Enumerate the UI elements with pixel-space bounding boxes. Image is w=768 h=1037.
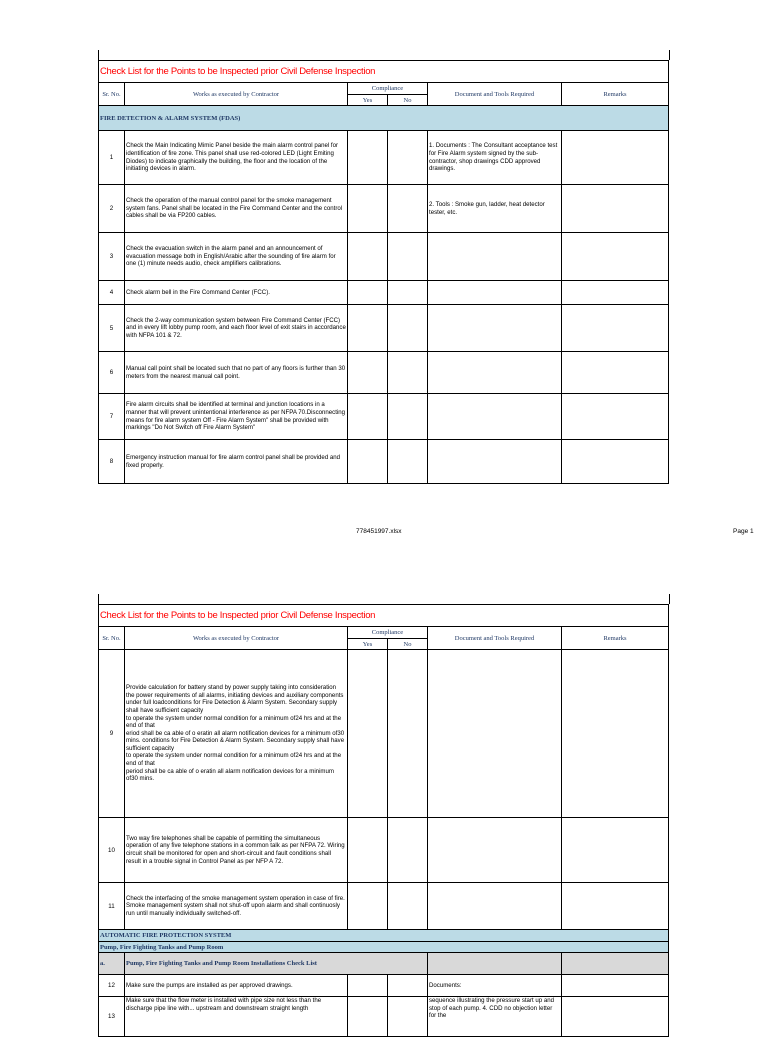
sub-item-doc-blank bbox=[428, 953, 562, 975]
remarks-cell[interactable] bbox=[562, 394, 669, 440]
row-document bbox=[428, 883, 562, 930]
header-compliance: Compliance bbox=[348, 83, 428, 95]
checklist-table-page-2 bbox=[98, 604, 669, 1037]
table-row bbox=[99, 233, 669, 281]
yes-cell[interactable] bbox=[348, 394, 388, 440]
header-works: Works as executed by Contractor bbox=[125, 627, 348, 650]
table-row bbox=[99, 185, 669, 233]
remarks-cell[interactable] bbox=[562, 305, 669, 352]
remarks-cell[interactable] bbox=[562, 131, 669, 185]
row-text: Fire alarm circuits shall be identified at terminal and junction locations in a manner that will prevent unintentional interference as per NFPA 70.Disconnecting means for fire alarm system Off - Fire Alarm System" shall be provided with markings "Do Not Switch off Fire Alarm System" bbox=[125, 394, 348, 440]
yes-cell[interactable] bbox=[348, 233, 388, 281]
subsection-pump-room: Pump, Fire Fighting Tanks and Pump Room bbox=[99, 942, 669, 953]
row-document bbox=[428, 352, 562, 394]
page-title: Check List for the Points to be Inspected prior Civil Defense Inspection bbox=[99, 61, 669, 83]
row-text: Check the Main Indicating Mimic Panel beside the main alarm control panel for identification of fire zone. This panel shall use red-colored LED (Light Emiting Diodes) to indicate graphically the building, the floor and the location of the initiating devices in alarm. bbox=[125, 131, 348, 185]
no-cell[interactable] bbox=[388, 352, 428, 394]
yes-cell[interactable] bbox=[348, 975, 388, 997]
row-text: Check alarm bell in the Fire Command Center (FCC). bbox=[125, 281, 348, 305]
remarks-cell[interactable] bbox=[562, 997, 669, 1037]
no-cell[interactable] bbox=[388, 305, 428, 352]
row-document: sequence illustrating the pressure start up and stop of each pump. 4. CDD no objection letter for the bbox=[428, 997, 562, 1037]
no-cell[interactable] bbox=[388, 394, 428, 440]
row-document bbox=[428, 394, 562, 440]
header-documents: Document and Tools Required bbox=[428, 627, 562, 650]
footer-filename: 778451997.xlsx bbox=[356, 528, 402, 535]
row-document bbox=[428, 233, 562, 281]
header-remarks: Remarks bbox=[562, 83, 669, 106]
row-number: 5 bbox=[99, 305, 125, 352]
yes-cell[interactable] bbox=[348, 883, 388, 930]
table-row bbox=[99, 305, 669, 352]
header-sr-no: Sr. No. bbox=[99, 627, 125, 650]
footer-page-number: Page 1 bbox=[733, 528, 754, 535]
header-compliance: Compliance bbox=[348, 627, 428, 639]
row-number: 8 bbox=[99, 440, 125, 484]
remarks-cell[interactable] bbox=[562, 975, 669, 997]
row-text: Check the interfacing of the smoke management system operation in case of fire. Smoke management system shall not shut-off upon alarm and shall continuosly run until manually individually switched-off. bbox=[125, 883, 348, 930]
no-cell[interactable] bbox=[388, 650, 428, 818]
row-document: 1. Documents : The Consultant acceptance test for Fire Alarm system signed by the sub-contractor, shop drawings CDD approved drawings. bbox=[428, 131, 562, 185]
row-text: Check the operation of the manual control panel for the smoke management system fans. Panel shall be located in the Fire Command Center and the control cables shall be via FP200 cables. bbox=[125, 185, 348, 233]
no-cell[interactable] bbox=[388, 185, 428, 233]
no-cell[interactable] bbox=[388, 997, 428, 1037]
header-yes: Yes bbox=[348, 639, 388, 650]
row-document: 2. Tools : Smoke gun, ladder, heat detector tester, etc. bbox=[428, 185, 562, 233]
row-document: Documents: bbox=[428, 975, 562, 997]
row-text: Check the evacuation switch in the alarm panel and an announcement of evacuation message both in English/Arabic after the sounding of fire alarm for one (1) minute needs audio, check amplifiers calibrations. bbox=[125, 233, 348, 281]
header-no: No bbox=[388, 639, 428, 650]
row-number: 11 bbox=[99, 883, 125, 930]
table-row bbox=[99, 883, 669, 930]
sub-item-title: Pump, Fire Fighting Tanks and Pump Room Installations Check List bbox=[125, 953, 428, 975]
remarks-cell[interactable] bbox=[562, 233, 669, 281]
row-number: 13 bbox=[99, 997, 125, 1037]
remarks-cell[interactable] bbox=[562, 185, 669, 233]
header-sr-no: Sr. No. bbox=[99, 83, 125, 106]
row-document bbox=[428, 305, 562, 352]
sub-item-remarks-blank bbox=[562, 953, 669, 975]
no-cell[interactable] bbox=[388, 440, 428, 484]
yes-cell[interactable] bbox=[348, 650, 388, 818]
yes-cell[interactable] bbox=[348, 352, 388, 394]
table-row bbox=[99, 650, 669, 818]
yes-cell[interactable] bbox=[348, 281, 388, 305]
row-text: Two way fire telephones shall be capable of permitting the simultaneous operation of any five telephone stations in a common talk as per NFPA 72. Wiring circuit shall be monitored for open and short-circuit and fault conditions shall result in a trouble signal in Control Panel as per NFP A 72. bbox=[125, 818, 348, 883]
yes-cell[interactable] bbox=[348, 440, 388, 484]
remarks-cell[interactable] bbox=[562, 650, 669, 818]
table-row bbox=[99, 818, 669, 883]
row-number: 7 bbox=[99, 394, 125, 440]
header-yes: Yes bbox=[348, 95, 388, 106]
row-number: 3 bbox=[99, 233, 125, 281]
table-row bbox=[99, 281, 669, 305]
row-text: Make sure that the flow meter is installed with pipe size not less than the discharge pipe line with... upstream and downstream straight length bbox=[125, 997, 348, 1037]
row-number: 6 bbox=[99, 352, 125, 394]
page-title: Check List for the Points to be Inspected prior Civil Defense Inspection bbox=[99, 605, 669, 627]
sub-item-letter: a. bbox=[99, 953, 125, 975]
header-no: No bbox=[388, 95, 428, 106]
row-number: 12 bbox=[99, 975, 125, 997]
no-cell[interactable] bbox=[388, 883, 428, 930]
remarks-cell[interactable] bbox=[562, 281, 669, 305]
table-row bbox=[99, 394, 669, 440]
row-text: Provide calculation for battery stand by power supply taking into consideration the power requirements of all alarms, initiating devices and auxiliary components under full loadconditions for Fire Detection & Alarm System. Secondary supply shall have sufficient capacity to operate the system under normal condition for a minimum of24 hrs and at the end of that eriod shall be ca able of o eratin all alarm notification devices for a minimum of30 mins. conditions for Fire Detection & Alarm System. Secondary supply shall have sufficient capacity to operate the system under normal condition for a minimum of24 hrs and at the end of that period shall be ca able of o eratin all alarm notification devices for a minimum of30 mins. bbox=[125, 650, 348, 818]
yes-cell[interactable] bbox=[348, 185, 388, 233]
header-works: Works as executed by Contractor bbox=[125, 83, 348, 106]
remarks-cell[interactable] bbox=[562, 818, 669, 883]
sheet-top-border bbox=[98, 50, 670, 60]
row-text: Make sure the pumps are installed as per approved drawings. bbox=[125, 975, 348, 997]
checklist-table-page-1 bbox=[98, 60, 669, 484]
row-document bbox=[428, 440, 562, 484]
remarks-cell[interactable] bbox=[562, 352, 669, 394]
yes-cell[interactable] bbox=[348, 818, 388, 883]
table-row bbox=[99, 440, 669, 484]
remarks-cell[interactable] bbox=[562, 440, 669, 484]
row-document bbox=[428, 650, 562, 818]
row-text: Manual call point shall be located such that no part of any floors is further than 30 meters from the nearest manual call point. bbox=[125, 352, 348, 394]
row-number: 1 bbox=[99, 131, 125, 185]
table-row bbox=[99, 131, 669, 185]
yes-cell[interactable] bbox=[348, 305, 388, 352]
no-cell[interactable] bbox=[388, 131, 428, 185]
row-document bbox=[428, 281, 562, 305]
no-cell[interactable] bbox=[388, 818, 428, 883]
yes-cell[interactable] bbox=[348, 131, 388, 185]
no-cell[interactable] bbox=[388, 233, 428, 281]
table-row bbox=[99, 997, 669, 1037]
row-text: Check the 2-way communication system between Fire Command Center (FCC) and in every lift lobby pump room, and each floor level of exit stairs in accordance with NFPA 101 & 72. bbox=[125, 305, 348, 352]
header-remarks: Remarks bbox=[562, 627, 669, 650]
no-cell[interactable] bbox=[388, 281, 428, 305]
section-fdas: FIRE DETECTION & ALARM SYSTEM (FDAS) bbox=[99, 106, 669, 131]
no-cell[interactable] bbox=[388, 975, 428, 997]
row-number: 9 bbox=[99, 650, 125, 818]
row-number: 2 bbox=[99, 185, 125, 233]
table-row bbox=[99, 352, 669, 394]
remarks-cell[interactable] bbox=[562, 883, 669, 930]
table-row bbox=[99, 975, 669, 997]
header-documents: Document and Tools Required bbox=[428, 83, 562, 106]
row-number: 4 bbox=[99, 281, 125, 305]
yes-cell[interactable] bbox=[348, 997, 388, 1037]
row-number: 10 bbox=[99, 818, 125, 883]
row-text: Emergency instruction manual for fire alarm control panel shall be provided and fixed properly. bbox=[125, 440, 348, 484]
section-automatic-fire-protection: AUTOMATIC FIRE PROTECTION SYSTEM bbox=[99, 930, 669, 942]
row-document bbox=[428, 818, 562, 883]
sheet-top-border bbox=[98, 594, 670, 604]
